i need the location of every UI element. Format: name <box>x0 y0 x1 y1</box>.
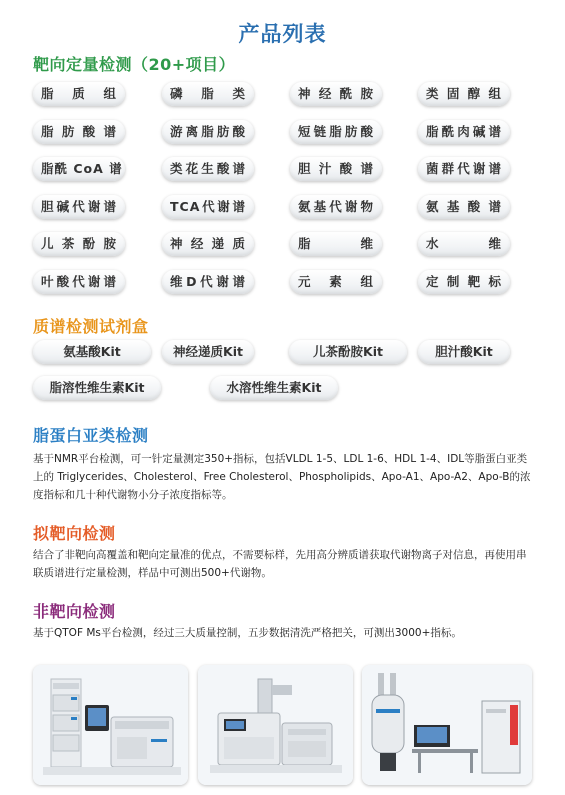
kit-tag: 脂溶性维生素Kit <box>33 376 161 400</box>
nmr-spectrometer-image <box>362 665 532 785</box>
targeted-tag <box>162 120 254 144</box>
targeted-tag-label: 儿茶酚胺 <box>41 236 117 251</box>
targeted-tag <box>290 120 382 144</box>
section-title-untargeted: 非靶向检测 <box>33 602 116 621</box>
targeted-tag <box>418 270 510 294</box>
targeted-tag-label: 神经递质 <box>170 236 246 251</box>
gc-ms-system-image <box>198 665 353 785</box>
targeted-tag <box>162 232 254 256</box>
targeted-tag <box>33 195 125 219</box>
targeted-tag <box>290 82 382 106</box>
kit-tag: 胆汁酸Kit <box>418 340 510 364</box>
targeted-tag <box>33 82 125 106</box>
targeted-tag-label: 元素组 <box>298 273 374 289</box>
targeted-tag-label: 类固醇组 <box>426 86 502 101</box>
targeted-tag <box>162 157 254 181</box>
targeted-tag-label: 氨基酸谱 <box>426 198 502 214</box>
targeted-tag <box>33 270 125 294</box>
targeted-tag-label: 水维 <box>426 236 502 251</box>
targeted-tag-label: 胆碱代谢谱 <box>41 198 117 214</box>
targeted-tag-label: 脂酰 CoA 谱 <box>41 161 123 176</box>
untargeted-description: 基于QTOF Ms平台检测，经过三大质量控制，五步数据清洗严格把关，可测出3000+指标。 <box>33 627 462 639</box>
targeted-tag-label: 磷脂类 <box>170 86 246 101</box>
targeted-tag <box>418 157 510 181</box>
targeted-tag-label: 菌群代谢谱 <box>426 161 502 176</box>
targeted-tag <box>418 120 510 144</box>
targeted-tag-label: 脂维 <box>298 236 374 251</box>
targeted-tag <box>418 82 510 106</box>
targeted-tag <box>418 232 510 256</box>
targeted-tag <box>33 232 125 256</box>
section-title-targeted: 靶向定量检测（20+项目） <box>33 55 236 74</box>
targeted-tag-label: 脂肪酸谱 <box>41 123 117 139</box>
targeted-tag <box>33 157 125 181</box>
targeted-tag-label: 类花生酸谱 <box>170 161 246 176</box>
targeted-tag-label: 脂质组 <box>41 86 117 101</box>
targeted-tag-label: 维D代谢谱 <box>170 273 246 289</box>
targeted-tag-label: TCA代谢谱 <box>170 198 246 214</box>
lc-ms-system-image <box>33 665 188 785</box>
page-title: 产品列表 <box>238 22 327 46</box>
targeted-tag <box>418 195 510 219</box>
targeted-tag <box>162 270 254 294</box>
section-title-kits: 质谱检测试剂盒 <box>33 317 149 336</box>
targeted-tag-label: 神经酰胺 <box>298 86 374 101</box>
section-title-pseudo-targeted: 拟靶向检测 <box>33 524 116 543</box>
kit-tag: 水溶性维生素Kit <box>210 376 338 400</box>
kit-tag: 神经递质Kit <box>162 340 254 364</box>
targeted-tag <box>162 82 254 106</box>
lipoprotein-description: 基于NMR平台检测，可一针定量测定350+指标，包括VLDL 1-5、LDL 1-6、HDL 1-4、IDL等脂蛋白亚类上的 Triglycerides、Cholesterol、Free Cholesterol、Phospholipids、Apo-A1、Apo-A2、Apo-B的浓度指标和几十种代谢物小分子浓度指标等。 <box>33 453 531 501</box>
targeted-tag <box>290 157 382 181</box>
targeted-tag-label: 短链脂肪酸 <box>298 123 374 139</box>
targeted-tag-label: 游离脂肪酸 <box>170 123 246 139</box>
targeted-tag <box>290 195 382 219</box>
kit-tag: 氨基酸Kit <box>33 340 151 364</box>
targeted-tag <box>33 120 125 144</box>
section-title-lipoprotein: 脂蛋白亚类检测 <box>33 426 149 445</box>
targeted-tag <box>290 232 382 256</box>
pseudo-targeted-description: 结合了非靶向高覆盖和靶向定量准的优点，不需要标样，先用高分辨质谱获取代谢物离子对信息，再使用串联质谱进行定量检测，样品中可测出500+代谢物。 <box>33 549 527 579</box>
targeted-tag-label: 叶酸代谢谱 <box>41 273 117 289</box>
targeted-tag-label: 脂酰肉碱谱 <box>426 123 502 139</box>
targeted-tag-label: 氨基代谢物 <box>298 198 374 214</box>
kit-tag: 儿茶酚胺Kit <box>289 340 407 364</box>
targeted-tag-label: 定制靶标 <box>426 273 502 289</box>
targeted-tag <box>290 270 382 294</box>
targeted-tag-label: 胆汁酸谱 <box>298 161 374 176</box>
targeted-tag <box>162 195 254 219</box>
